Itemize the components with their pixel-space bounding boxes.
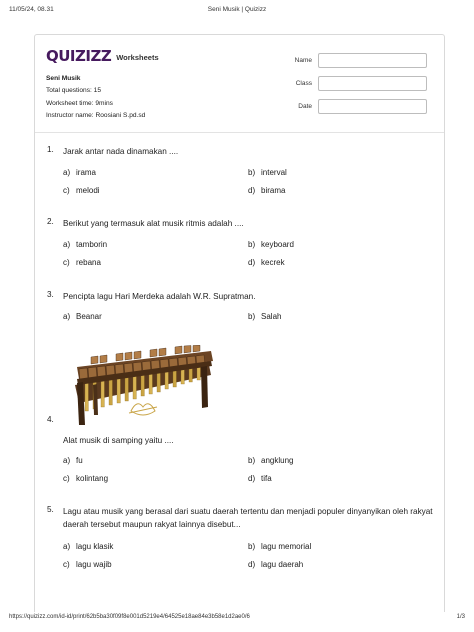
name-label: Name <box>294 57 312 64</box>
option-text: angklung <box>261 456 294 465</box>
xylophone-image <box>71 345 215 427</box>
date-label: Date <box>298 103 312 110</box>
option-letter: b) <box>248 456 256 465</box>
option-letter: a) <box>63 240 71 249</box>
question-4-option-d[interactable] <box>248 474 272 483</box>
question-5-option-d[interactable] <box>248 560 303 569</box>
option-letter: b) <box>248 168 256 177</box>
option-text: interval <box>261 168 287 177</box>
option-text: lagu memorial <box>261 542 312 551</box>
question-4-option-a[interactable] <box>63 456 83 465</box>
question-number: 4. <box>47 415 54 424</box>
instructor-name: Instructor name: Roosiani S.pd.sd <box>46 111 146 119</box>
question-1-option-a[interactable] <box>63 168 96 177</box>
name-field-row <box>288 53 427 68</box>
option-letter: a) <box>63 456 71 465</box>
question-text: Alat musik di samping yaitu .... <box>63 436 174 445</box>
option-text: tamborin <box>76 240 108 249</box>
option-letter: c) <box>63 474 70 483</box>
option-text: kolintang <box>76 474 109 483</box>
question-text: Berikut yang termasuk alat musik ritmis adalah .... <box>63 219 244 228</box>
quizizz-logo <box>46 48 159 64</box>
option-text: keyboard <box>261 240 294 249</box>
question-2-option-a[interactable] <box>63 240 107 249</box>
option-text: rebana <box>76 258 101 267</box>
worksheet-sheet <box>34 34 445 612</box>
question-2-option-c[interactable] <box>63 258 101 267</box>
option-letter: d) <box>248 560 256 569</box>
option-letter: d) <box>248 258 256 267</box>
option-letter: a) <box>63 312 71 321</box>
question-number: 3. <box>47 290 54 299</box>
option-text: Salah <box>261 312 282 321</box>
question-text: Pencipta lagu Hari Merdeka adalah W.R. Supratman. <box>63 292 256 301</box>
question-3-option-a[interactable] <box>63 312 102 321</box>
question-1-option-c[interactable] <box>63 186 100 195</box>
question-2-option-d[interactable] <box>248 258 285 267</box>
option-text: lagu daerah <box>261 560 304 569</box>
question-text: Lagu atau musik yang berasal dari suatu daerah tertentu dan menjadi populer dinyanyikan oleh rakyat daerah tersebut maupun rakyat lainnya disebut... <box>63 507 433 529</box>
option-text: Beanar <box>76 312 102 321</box>
question-number: 1. <box>47 145 54 154</box>
class-field[interactable] <box>318 76 427 91</box>
option-letter: c) <box>63 186 70 195</box>
option-letter: d) <box>248 186 256 195</box>
option-text: lagu wajib <box>76 560 112 569</box>
worksheet-subject: Seni Musik <box>46 75 81 82</box>
name-field[interactable] <box>318 53 427 68</box>
option-text: melodi <box>76 186 100 195</box>
question-5-option-b[interactable] <box>248 542 311 551</box>
print-date: 11/05/24, 08.31 <box>9 6 54 13</box>
option-letter: a) <box>63 168 71 177</box>
worksheet-meta <box>46 73 145 122</box>
option-text: irama <box>76 168 97 177</box>
option-letter: b) <box>248 312 256 321</box>
question-5-option-c[interactable] <box>63 560 112 569</box>
worksheet-time: Worksheet time: 9mins <box>46 99 113 107</box>
option-text: kecrek <box>261 258 285 267</box>
option-letter: a) <box>63 542 71 551</box>
question-1-option-b[interactable] <box>248 168 287 177</box>
question-2-option-b[interactable] <box>248 240 294 249</box>
print-footer <box>0 614 474 624</box>
question-4-option-b[interactable] <box>248 456 293 465</box>
question-number: 2. <box>47 217 54 226</box>
option-text: fu <box>76 456 83 465</box>
option-letter: b) <box>248 542 256 551</box>
question-number: 5. <box>47 505 54 514</box>
class-label: Class <box>295 80 312 87</box>
logo-wordmark: QUIZIZZ <box>46 47 112 65</box>
total-questions: Total questions: 15 <box>46 87 101 95</box>
print-url: https://quizizz.com/id-id/print/62b5ba30f09f8e001d5219e4/64525e18ae84e3b58e1d2ae0/6 <box>9 614 250 620</box>
option-letter: b) <box>248 240 256 249</box>
date-field-row <box>288 99 427 114</box>
question-5-option-a[interactable] <box>63 542 113 551</box>
header-divider <box>35 132 444 133</box>
class-field-row <box>288 76 427 91</box>
question-1-option-d[interactable] <box>248 186 285 195</box>
option-letter: c) <box>63 560 70 569</box>
date-field[interactable] <box>318 99 427 114</box>
logo-subtitle: Worksheets <box>116 52 159 62</box>
question-text: Jarak antar nada dinamakan .... <box>63 147 179 156</box>
print-page-number: 1/3 <box>456 614 465 620</box>
print-page-title: Seni Musik | Quizizz <box>207 6 267 13</box>
option-text: tifa <box>261 474 272 483</box>
option-letter: c) <box>63 258 70 267</box>
print-header <box>0 6 474 18</box>
question-3-option-b[interactable] <box>248 312 281 321</box>
option-text: lagu klasik <box>76 542 114 551</box>
option-text: birama <box>261 186 286 195</box>
option-letter: d) <box>248 474 256 483</box>
question-4-option-c[interactable] <box>63 474 108 483</box>
